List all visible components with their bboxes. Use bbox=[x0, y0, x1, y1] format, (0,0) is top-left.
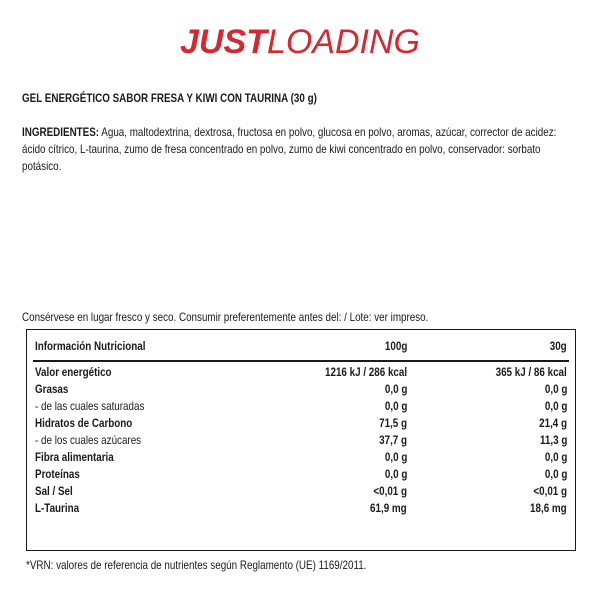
nutrition-table bbox=[26, 329, 576, 551]
row-name: Hidratos de Carbono bbox=[35, 416, 133, 430]
product-title: GEL ENERGÉTICO SABOR FRESA Y KIWI CON TAURINA (30 g) bbox=[22, 91, 317, 105]
table-row bbox=[35, 483, 567, 500]
ingredients-text: Agua, maltodextrina, dextrosa, fructosa en polvo, glucosa en polvo, aromas, azúcar, corrector de acidez: ácido cítrico, L-taurina, zumo de fresa concentrado en polvo, zumo de kiwi concentrado en polvo, conservador: sorbato potásico. bbox=[22, 125, 557, 173]
brand-logo-loading: LOADING bbox=[266, 23, 420, 61]
row-name: Sal / Sel bbox=[35, 484, 73, 498]
row-name: Valor energético bbox=[35, 365, 112, 379]
row-value-30g: <0,01 g bbox=[533, 484, 567, 498]
brand-logo-just: JUST bbox=[180, 23, 267, 61]
ingredients-paragraph bbox=[22, 124, 580, 175]
row-value-100g: <0,01 g bbox=[373, 484, 407, 498]
header-per-30g: 30g bbox=[550, 339, 567, 353]
row-value-100g: 71,5 g bbox=[379, 416, 407, 430]
table-row bbox=[35, 364, 567, 381]
row-value-100g: 1216 kJ / 286 kcal bbox=[324, 365, 407, 379]
row-value-30g: 21,4 g bbox=[539, 416, 567, 430]
nutrition-table-header bbox=[35, 338, 567, 354]
table-row bbox=[35, 415, 567, 432]
row-value-100g: 0,0 g bbox=[384, 382, 407, 396]
table-row bbox=[35, 381, 567, 398]
row-value-100g: 0,0 g bbox=[384, 450, 407, 464]
row-value-30g: 0,0 g bbox=[544, 382, 567, 396]
row-value-30g: 0,0 g bbox=[544, 450, 567, 464]
row-value-100g: 0,0 g bbox=[384, 399, 407, 413]
table-row bbox=[35, 398, 567, 415]
row-name: Fibra alimentaria bbox=[35, 450, 114, 464]
row-value-100g: 37,7 g bbox=[379, 433, 407, 447]
header-divider bbox=[33, 360, 569, 362]
table-row bbox=[35, 449, 567, 466]
footnote: *VRN: valores de referencia de nutrientes según Reglamento (UE) 1169/2011. bbox=[26, 558, 367, 572]
row-name: Proteínas bbox=[35, 467, 80, 481]
row-name: L-Taurina bbox=[35, 501, 80, 515]
header-name: Información Nutricional bbox=[35, 339, 146, 353]
row-name: - de las cuales saturadas bbox=[35, 399, 145, 413]
row-value-30g: 365 kJ / 86 kcal bbox=[495, 365, 567, 379]
row-name: - de los cuales azúcares bbox=[35, 433, 142, 447]
header-per-100g: 100g bbox=[384, 339, 407, 353]
row-value-30g: 11,3 g bbox=[539, 433, 567, 447]
ingredients-label: INGREDIENTES: bbox=[22, 125, 100, 139]
table-row bbox=[35, 432, 567, 449]
row-name: Grasas bbox=[35, 382, 69, 396]
brand-logo bbox=[0, 22, 600, 62]
nutrition-rows bbox=[35, 364, 567, 517]
row-value-30g: 0,0 g bbox=[544, 467, 567, 481]
table-row bbox=[35, 466, 567, 483]
storage-note: Consérvese en lugar fresco y seco. Consumir preferentemente antes del: / Lote: ver impreso. bbox=[22, 310, 429, 324]
row-value-100g: 0,0 g bbox=[384, 467, 407, 481]
table-row bbox=[35, 500, 567, 517]
row-value-30g: 0,0 g bbox=[544, 399, 567, 413]
row-value-30g: 18,6 mg bbox=[530, 501, 567, 515]
row-value-100g: 61,9 mg bbox=[370, 501, 407, 515]
